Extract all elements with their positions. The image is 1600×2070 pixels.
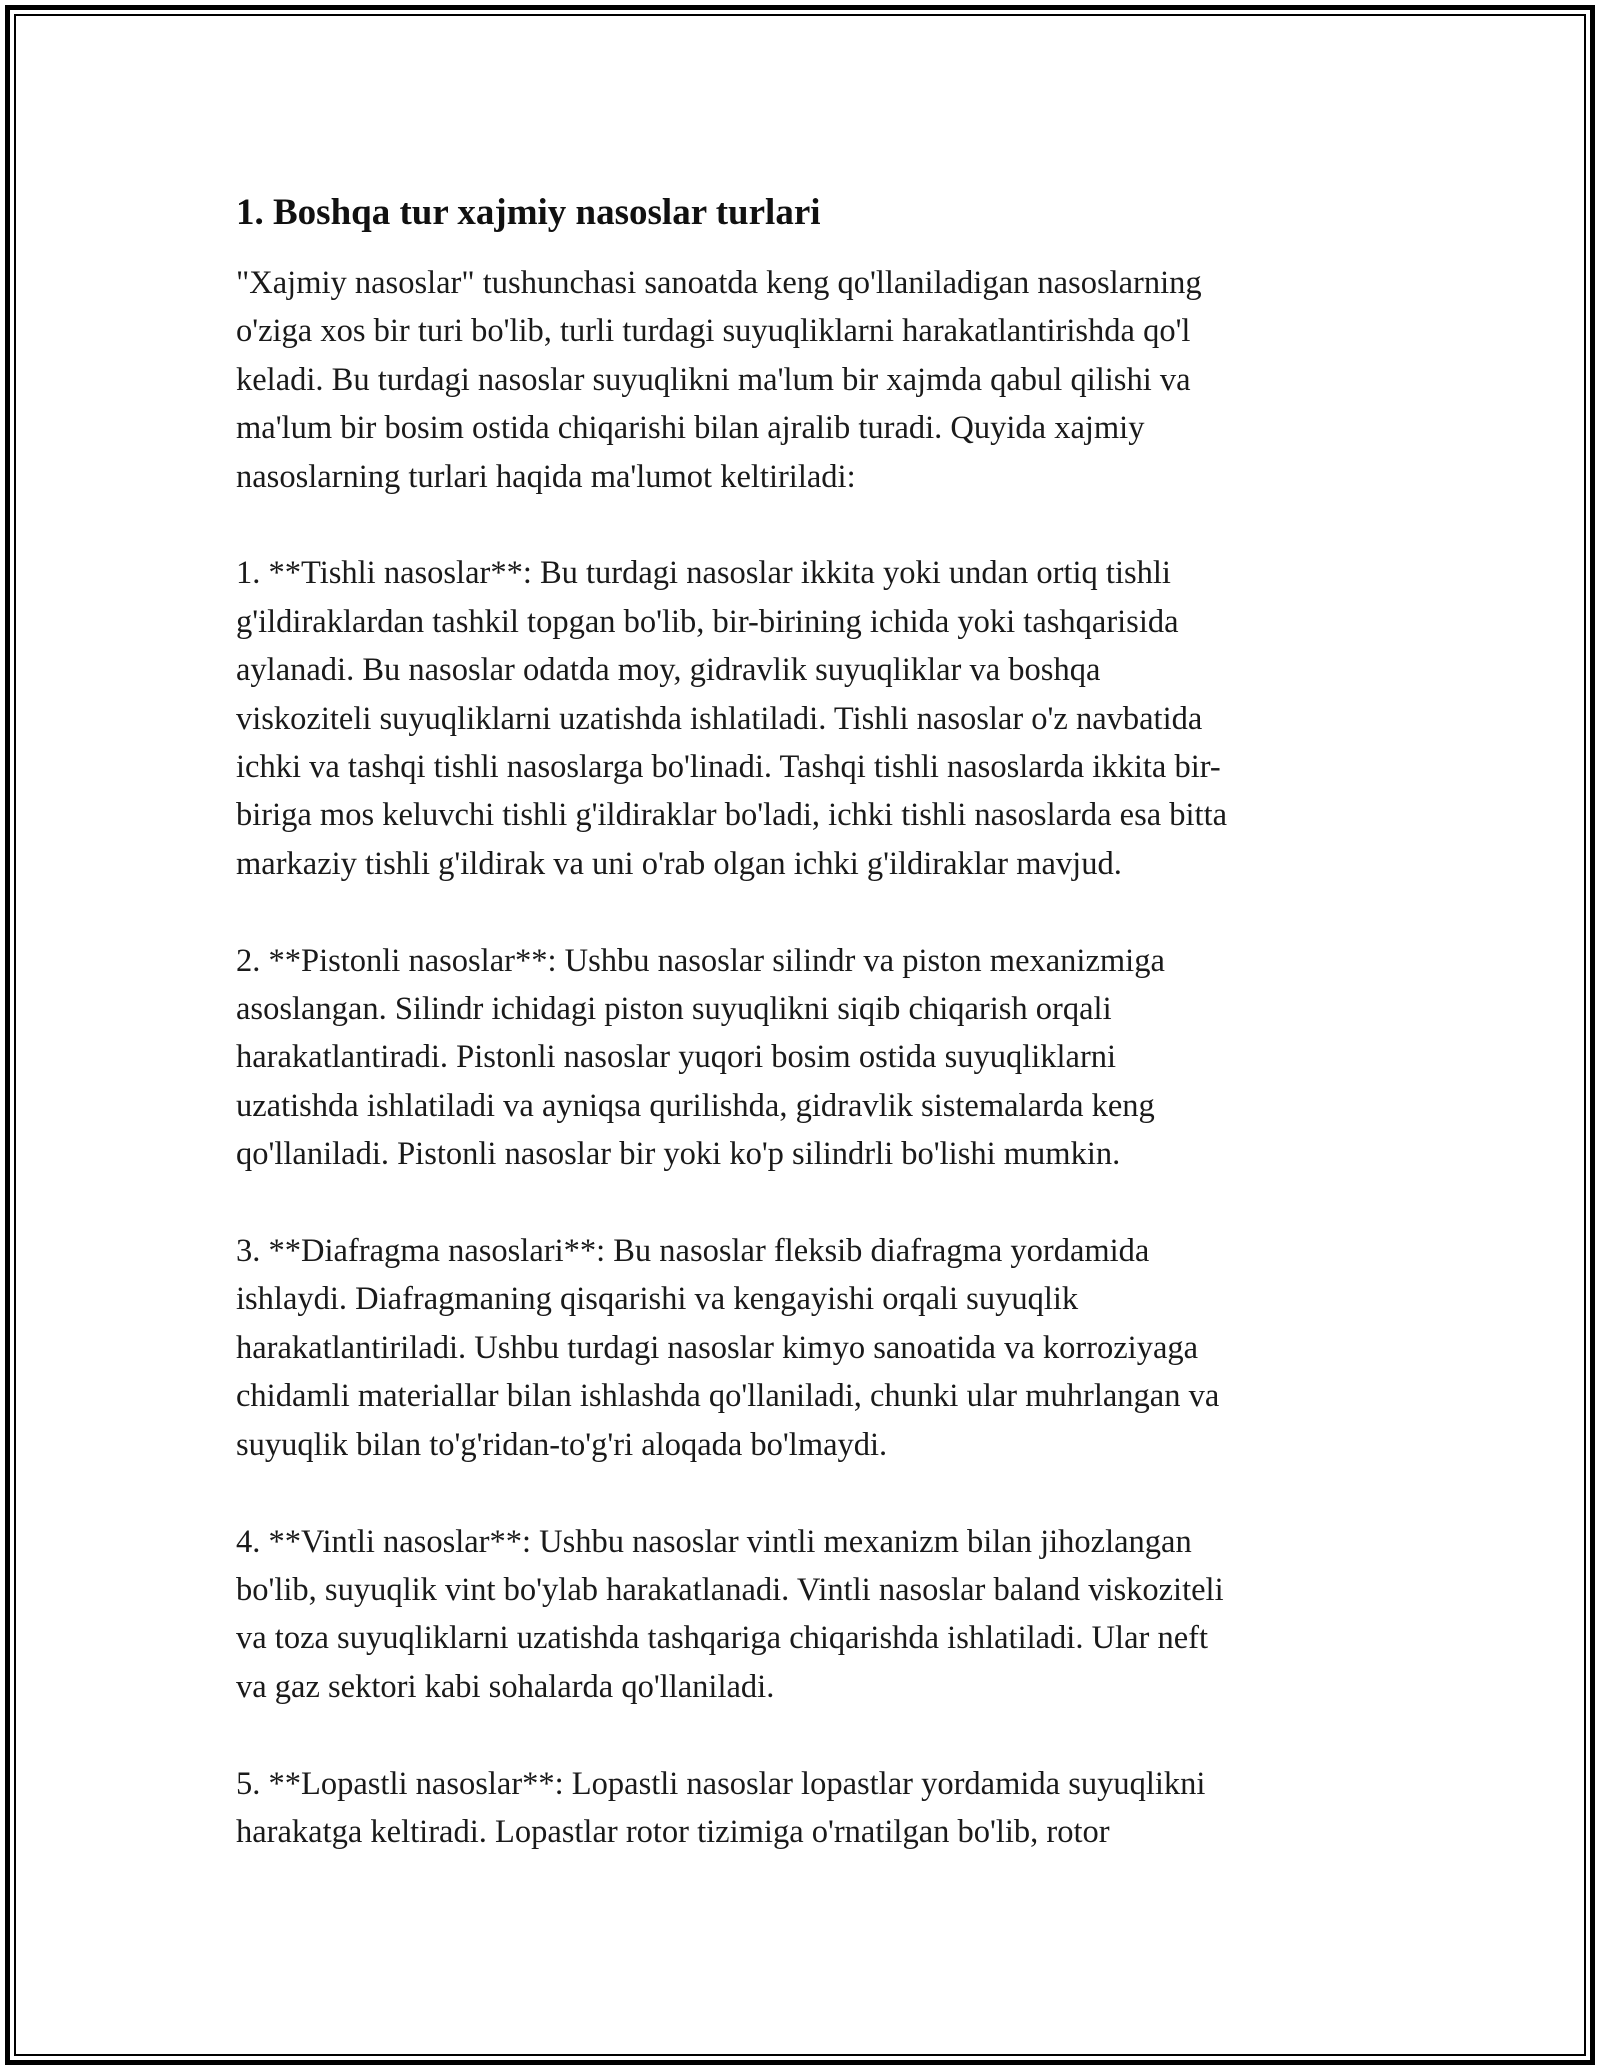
text-line: 5. **Lopastli nasoslar**: Lopastli nasoslar lopastlar yordamida suyuqlikni [236, 1765, 1206, 1802]
text-line: "Xajmiy nasoslar" tushunchasi sanoatda keng qo'llaniladigan nasoslarning [236, 265, 1202, 301]
text-line: ishlaydi. Diafragmaning qisqarishi va kengayishi orqali suyuqlik [236, 1281, 1079, 1318]
document-body [236, 185, 1376, 1905]
text-line: nasoslarning turlari haqida ma'lumot keltiriladi: [236, 458, 856, 495]
text-line: ma'lum bir bosim ostida chiqarishi bilan ajralib turadi. Quyida xajmiy [236, 410, 1145, 447]
text-line: viskoziteli suyuqliklarni uzatishda ishlatiladi. Tishli nasoslar o'z navbatida [236, 700, 1203, 737]
text-line: markaziy tishli g'ildirak va uni o'rab olgan ichki g'ildiraklar mavjud. [236, 845, 1122, 882]
text-line: 3. **Diafragma nasoslari**: Bu nasoslar fleksib diafragma yordamida [236, 1233, 1150, 1270]
text-line: va gaz sektori kabi sohalarda qo'llaniladi. [236, 1668, 775, 1705]
text-line: keladi. Bu turdagi nasoslar suyuqlikni ma'lum bir xajmda qabul qilishi va [236, 361, 1191, 398]
text-line: harakatlantiradi. Pistonli nasoslar yuqori bosim ostida suyuqliklarni [236, 1039, 1117, 1076]
gear-pumps-paragraph [236, 549, 1376, 888]
intro-paragraph [236, 259, 1376, 501]
section-heading: 1. Boshqa tur xajmiy nasoslar turlari [236, 192, 821, 233]
text-line: 2. **Pistonli nasoslar**: Ushbu nasoslar silindr va piston mexanizmiga [236, 942, 1165, 979]
text-line: bo'lib, suyuqlik vint bo'ylab harakatlanadi. Vintli nasoslar baland viskoziteli [236, 1571, 1224, 1608]
text-line: o'ziga xos bir turi bo'lib, turli turdagi suyuqliklarni harakatlantirishda qo'l [236, 313, 1191, 350]
text-line: suyuqlik bilan to'g'ridan-to'g'ri aloqada bo'lmaydi. [236, 1426, 888, 1463]
text-line: qo'llaniladi. Pistonli nasoslar bir yoki ko'p silindrli bo'lishi mumkin. [236, 1136, 1121, 1173]
text-line: ichki va tashqi tishli nasoslarga bo'linadi. Tashqi tishli nasoslarda ikkita bir- [236, 749, 1221, 786]
text-line: biriga mos keluvchi tishli g'ildiraklar bo'ladi, ichki tishli nasoslarda esa bitta [236, 797, 1228, 834]
diaphragm-pumps-paragraph [236, 1227, 1376, 1469]
text-line: 4. **Vintli nasoslar**: Ushbu nasoslar vintli mexanizm bilan jihozlangan [236, 1523, 1192, 1560]
vane-pumps-paragraph [236, 1760, 1376, 1857]
screw-pumps-paragraph [236, 1518, 1376, 1712]
text-line: harakatlantiriladi. Ushbu turdagi nasoslar kimyo sanoatida va korroziyaga [236, 1329, 1199, 1366]
text-line: harakatga keltiradi. Lopastlar rotor tizimiga o'rnatilgan bo'lib, rotor [236, 1813, 1110, 1850]
text-line: chidamli materiallar bilan ishlashda qo'llaniladi, chunki ular muhrlangan va [236, 1378, 1220, 1415]
piston-pumps-paragraph [236, 937, 1376, 1179]
text-line: g'ildiraklardan tashkil topgan bo'lib, bir-birining ichida yoki tashqarisida [236, 603, 1179, 640]
text-line: 1. **Tishli nasoslar**: Bu turdagi nasoslar ikkita yoki undan ortiq tishli [236, 555, 1171, 592]
text-line: asoslangan. Silindr ichidagi piston suyuqlikni siqib chiqarish orqali [236, 991, 1112, 1028]
text-line: uzatishda ishlatiladi va ayniqsa qurilishda, gidravlik sistemalarda keng [236, 1087, 1155, 1124]
text-line: aylanadi. Bu nasoslar odatda moy, gidravlik suyuqliklar va boshqa [236, 652, 1101, 689]
text-line: va toza suyuqliklarni uzatishda tashqariga chiqarishda ishlatiladi. Ular neft [236, 1620, 1208, 1657]
